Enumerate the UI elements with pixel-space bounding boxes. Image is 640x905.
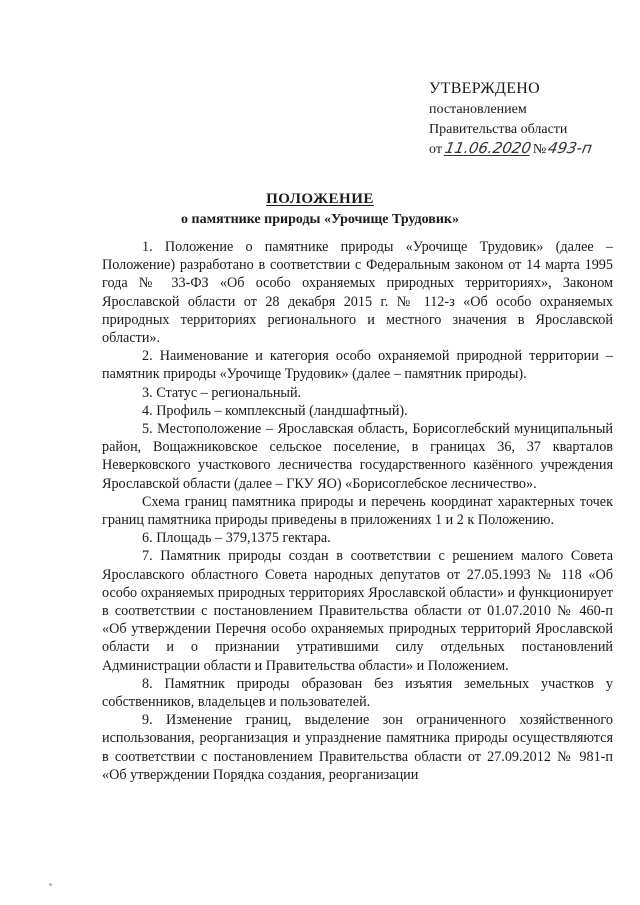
paragraph-3: 3. Статус – региональный. [142, 384, 302, 401]
approval-line-government: Правительства области [429, 121, 568, 137]
paragraph-7: 7. Памятник природы создан в соответствии с решением малого Совета Ярославского областного Совета народных депутатов от 27.05.1993 № 118 «Об особо охраняемых природных территориях Ярославской области» и функционирует в соответствии с постановлением Правительства области от 01.07.2010 № 460-п «Об утверждении Перечня особо охраняемых природных территорий Ярославской области и о признании утратившими силу отдельных постановлений Администрации области и Правительства области» и Положением. [102, 548, 613, 674]
approval-number-handwritten: 493-п [546, 139, 594, 157]
paragraph-5-scheme: Схема границ памятника природы и перечень координат характерных точек границ памятника природы приведены в приложениях 1 и 2 к Положению. [102, 493, 613, 529]
paragraph-8: 8. Памятник природы образован без изъятия земельных участков у собственников, владельцев и пользователей. [102, 675, 613, 711]
approval-date-handwritten: 11.06.2020 [443, 139, 533, 157]
paragraph-9: 9. Изменение границ, выделение зон ограниченного хозяйственного использования, реорганизация и упразднение памятника природы осуществляются в соответствии с постановлением Правительства области от 27.09.2012 № 981-п «Об утверждении Порядка создания, реорганизации [102, 712, 613, 783]
paragraph-6: 6. Площадь – 379,1375 гектара. [142, 530, 331, 547]
paragraph-4: 4. Профиль – комплексный (ландшафтный). [142, 402, 408, 419]
document-body [102, 238, 613, 784]
scan-dot [49, 883, 52, 886]
approval-date-number-row [429, 139, 592, 160]
document-title: ПОЛОЖЕНИЕ [266, 191, 374, 207]
approval-stamp [429, 78, 592, 160]
paragraph-5: 5. Местоположение – Ярославская область, Борисоглебский муниципальный район, Вощажниковское сельское поселение, в границах 36, 37 кварталов Неверковского участкового лесничества государственного казённого учреждения Ярославской области (далее – ГКУ ЯО) «Борисоглебское лесничество». [102, 421, 613, 492]
approval-heading: УТВЕРЖДЕНО [429, 80, 541, 97]
approval-number-sign: № [532, 142, 547, 157]
approval-line-resolution: постановлением [429, 102, 527, 117]
approval-from-prefix: от [429, 142, 442, 157]
paragraph-1: 1. Положение о памятнике природы «Урочище Трудовик» (далее – Положение) разработано в соответствии с Федеральным законом от 14 марта 1995 года № 33-ФЗ «Об особо охраняемых природных территориях», Законом Ярославской области от 28 декабря 2015 г. № 112-з «Об особо охраняемых природных территориях регионального и местного значения в Ярославской области». [102, 239, 613, 347]
paragraph-2: 2. Наименование и категория особо охраняемой природной территории – памятник природы «Урочище Трудовик» (далее – памятник природы). [102, 348, 613, 383]
document-title-block [0, 188, 640, 230]
document-subtitle: о памятнике природы «Урочище Трудовик» [181, 212, 459, 227]
